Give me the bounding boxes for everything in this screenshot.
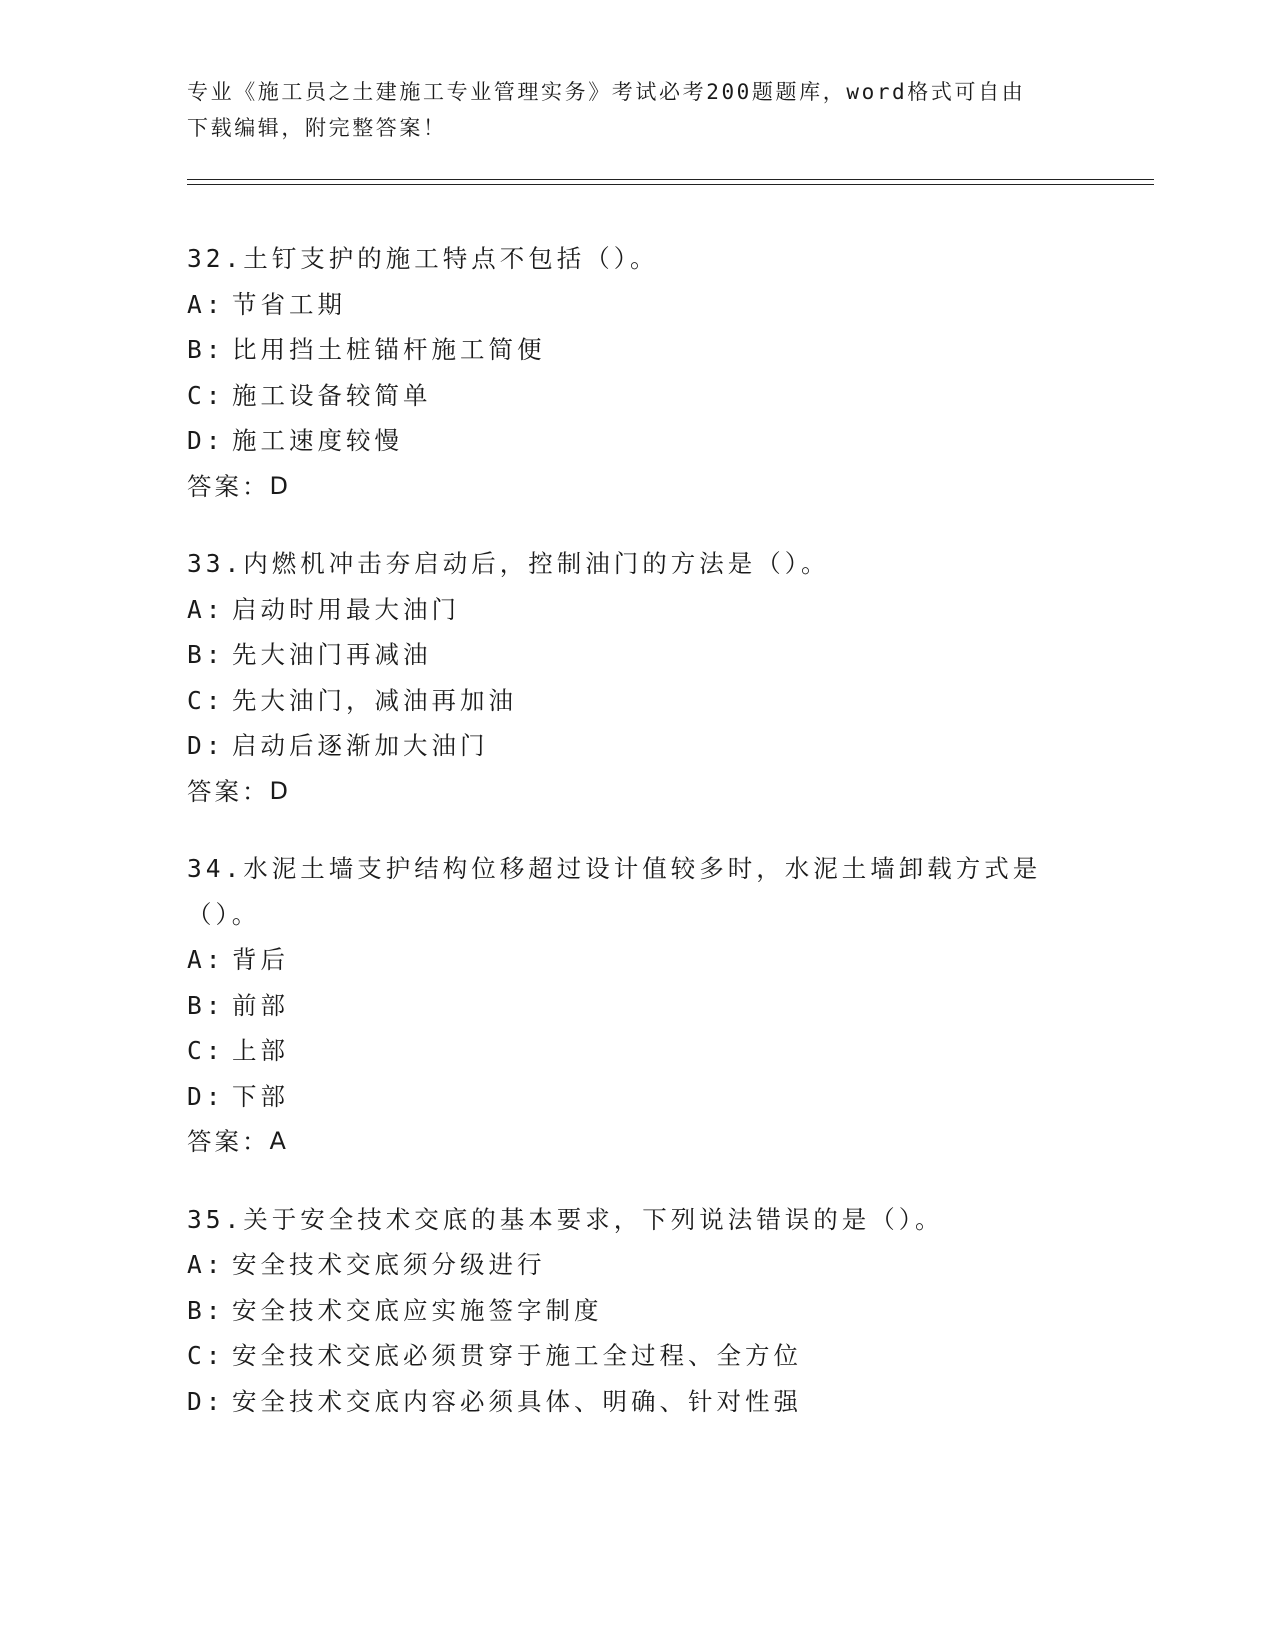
option-letter: D:: [187, 1081, 225, 1111]
answer-label: 答案：: [187, 471, 270, 501]
header-divider-top: [187, 179, 1154, 180]
option-text: 下部: [232, 1081, 289, 1111]
option-text: 先大油门再减油: [232, 640, 432, 669]
option-letter: C:: [187, 1341, 225, 1370]
option-text: 节省工期: [232, 289, 346, 319]
option-c: [187, 678, 1087, 724]
option-letter: C:: [187, 685, 225, 715]
option-letter: D:: [187, 426, 225, 455]
document-header: [187, 74, 1087, 146]
option-d: [187, 1379, 1087, 1425]
answer-line: [187, 464, 1087, 510]
answer-value: D: [269, 776, 292, 805]
option-text: 比用挡土桩锚杆施工简便: [232, 335, 546, 364]
option-letter: C:: [187, 1036, 225, 1065]
option-b: [187, 632, 1087, 678]
option-c: [187, 373, 1087, 419]
answer-value: A: [269, 1127, 290, 1155]
option-letter: B:: [187, 335, 225, 364]
question-32: [187, 236, 1087, 509]
option-text: 启动时用最大油门: [232, 594, 460, 624]
question-list: [187, 236, 1087, 1456]
option-b: [187, 983, 1087, 1029]
option-letter: A:: [187, 945, 225, 974]
answer-label: 答案：: [187, 776, 270, 806]
option-letter: B:: [187, 1295, 225, 1325]
question-stem: 34.水泥土墙支护结构位移超过设计值较多时，水泥土墙卸载方式是（）。: [187, 854, 1042, 929]
question-34: [187, 846, 1087, 1165]
option-text: 背后: [232, 945, 289, 974]
option-text: 安全技术交底内容必须具体、明确、针对性强: [232, 1386, 802, 1416]
option-letter: D:: [187, 731, 225, 760]
option-letter: D:: [187, 1386, 225, 1416]
answer-label: 答案：: [187, 1127, 270, 1156]
question-stem: 32.土钉支护的施工特点不包括（）。: [187, 244, 659, 273]
question-stem: 33.内燃机冲击夯启动后，控制油门的方法是（）。: [187, 549, 830, 578]
option-a: [187, 587, 1087, 633]
option-d: [187, 418, 1087, 464]
option-text: 安全技术交底须分级进行: [232, 1250, 546, 1279]
option-text: 安全技术交底应实施签字制度: [232, 1295, 603, 1325]
answer-line: [187, 769, 1087, 815]
answer-value: D: [269, 471, 292, 500]
option-b: [187, 1288, 1087, 1334]
option-text: 施工设备较简单: [232, 380, 432, 410]
option-letter: A:: [187, 594, 225, 624]
header-line-2: 下载编辑，附完整答案！: [187, 116, 447, 140]
option-text: 施工速度较慢: [232, 426, 403, 455]
option-d: [187, 723, 1087, 769]
option-text: 安全技术交底必须贯穿于施工全过程、全方位: [232, 1341, 802, 1370]
option-b: [187, 327, 1087, 373]
question-35: [187, 1197, 1087, 1425]
option-a: [187, 1242, 1087, 1288]
option-text: 上部: [232, 1036, 289, 1065]
option-letter: A:: [187, 289, 225, 319]
option-letter: B:: [187, 640, 225, 669]
option-letter: B:: [187, 990, 225, 1020]
option-text: 前部: [232, 990, 289, 1020]
question-33: [187, 541, 1087, 814]
answer-line: [187, 1119, 1087, 1165]
option-d: [187, 1074, 1087, 1120]
header-divider-bottom: [187, 184, 1154, 185]
option-c: [187, 1333, 1087, 1379]
option-letter: C:: [187, 380, 225, 410]
option-text: 先大油门，减油再加油: [232, 685, 517, 715]
option-text: 启动后逐渐加大油门: [232, 731, 489, 760]
question-stem: 35.关于安全技术交底的基本要求，下列说法错误的是（）。: [187, 1204, 944, 1234]
option-letter: A:: [187, 1250, 225, 1279]
option-c: [187, 1028, 1087, 1074]
option-a: [187, 937, 1087, 983]
header-line-1: 专业《施工员之土建施工专业管理实务》考试必考200题题库，word格式可自由: [187, 80, 1026, 104]
option-a: [187, 282, 1087, 328]
